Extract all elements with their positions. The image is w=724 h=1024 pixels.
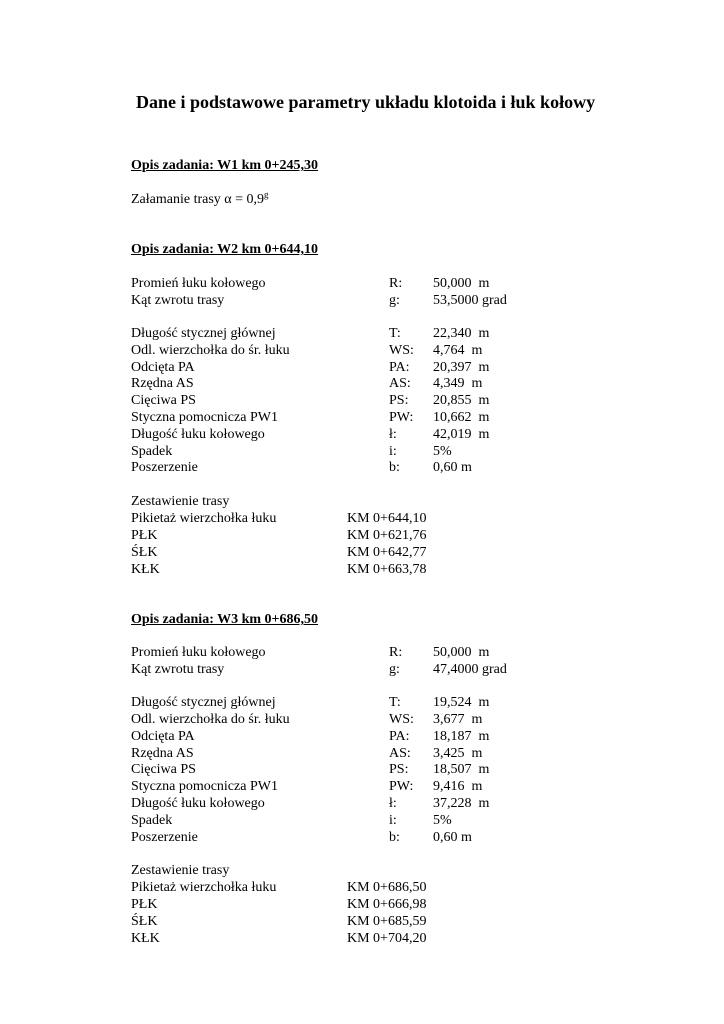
w2-param-value: 20,855 m: [433, 393, 490, 408]
w3-zestawienie-value: KM 0+666,98: [347, 897, 427, 912]
w2-zestawienie-label: KŁK: [131, 562, 160, 577]
w3-param-value: 0,60 m: [433, 830, 472, 845]
w3-param-value: 19,524 m: [433, 695, 490, 710]
w2-param-label: Odcięta PA: [131, 360, 195, 375]
w2-zestawienie-value: KM 0+621,76: [347, 528, 427, 543]
w3-param-symbol: AS:: [389, 746, 411, 761]
w2-zestawienie-title: Zestawienie trasy: [131, 494, 230, 509]
w3-zestawienie-value: KM 0+704,20: [347, 931, 427, 946]
w3-heading: Opis zadania: W3 km 0+686,50: [131, 612, 319, 627]
w3-param-symbol: PS:: [389, 762, 409, 777]
w2-zestawienie-value: KM 0+642,77: [347, 545, 427, 560]
w2-param-label: Promień łuku kołowego: [131, 276, 266, 291]
w2-param-label: Spadek: [131, 444, 173, 459]
w3-param-label: Spadek: [131, 813, 173, 828]
w2-param-symbol: ł:: [389, 427, 397, 442]
w2-param-value: 20,397 m: [433, 360, 490, 375]
w3-param-symbol: T:: [389, 695, 401, 710]
w3-param-value: 18,507 m: [433, 762, 490, 777]
w3-param-label: Długość stycznej głównej: [131, 695, 276, 710]
w2-zestawienie-label: Pikietaż wierzchołka łuku: [131, 511, 277, 526]
w3-param-label: Cięciwa PS: [131, 762, 196, 777]
w2-param-value: 4,349 m: [433, 376, 483, 391]
w2-param-label: Rzędna AS: [131, 376, 194, 391]
w2-zestawienie-label: ŚŁK: [131, 545, 158, 560]
w1-heading: Opis zadania: W1 km 0+245,30: [131, 158, 319, 173]
w1-break-angle-text: Załamanie trasy α = 0,9: [131, 192, 265, 207]
w3-zestawienie-value: KM 0+686,50: [347, 880, 427, 895]
w3-param-label: Odcięta PA: [131, 729, 195, 744]
w3-param-symbol: WS:: [389, 712, 414, 727]
w2-param-label: Kąt zwrotu trasy: [131, 293, 225, 308]
w2-param-label: Poszerzenie: [131, 460, 198, 475]
w3-param-symbol: i:: [389, 813, 397, 828]
w3-param-symbol: PW:: [389, 779, 414, 794]
w2-param-symbol: i:: [389, 444, 397, 459]
w2-param-symbol: T:: [389, 326, 401, 341]
w3-param-symbol: b:: [389, 830, 400, 845]
w3-param-label: Promień łuku kołowego: [131, 645, 266, 660]
w2-zestawienie-value: KM 0+663,78: [347, 562, 427, 577]
w3-param-value: 5%: [433, 813, 452, 828]
w2-param-value: 4,764 m: [433, 343, 483, 358]
w3-param-value: 3,677 m: [433, 712, 483, 727]
w3-param-symbol: R:: [389, 645, 403, 660]
w3-param-value: 9,416 m: [433, 779, 483, 794]
w3-param-value: 47,4000 grad: [433, 662, 507, 677]
w2-param-value: 53,5000 grad: [433, 293, 507, 308]
w2-zestawienie-value: KM 0+644,10: [347, 511, 427, 526]
w3-param-label: Długość łuku kołowego: [131, 796, 265, 811]
w3-param-label: Rzędna AS: [131, 746, 194, 761]
w3-param-label: Odl. wierzchołka do śr. łuku: [131, 712, 290, 727]
w3-param-symbol: PA:: [389, 729, 410, 744]
w2-param-value: 10,662 m: [433, 410, 490, 425]
w3-zestawienie-value: KM 0+685,59: [347, 914, 427, 929]
w3-param-label: Kąt zwrotu trasy: [131, 662, 225, 677]
w3-param-value: 18,187 m: [433, 729, 490, 744]
w2-param-symbol: WS:: [389, 343, 414, 358]
w2-param-symbol: PW:: [389, 410, 414, 425]
w3-zestawienie-label: KŁK: [131, 931, 160, 946]
w2-param-label: Odl. wierzchołka do śr. łuku: [131, 343, 290, 358]
w2-param-symbol: AS:: [389, 376, 411, 391]
w3-param-label: Styczna pomocnicza PW1: [131, 779, 278, 794]
w3-param-value: 3,425 m: [433, 746, 483, 761]
w2-param-value: 5%: [433, 444, 452, 459]
w3-param-symbol: ł:: [389, 796, 397, 811]
w2-param-value: 50,000 m: [433, 276, 490, 291]
w3-param-value: 50,000 m: [433, 645, 490, 660]
w2-param-value: 0,60 m: [433, 460, 472, 475]
w2-heading: Opis zadania: W2 km 0+644,10: [131, 242, 319, 257]
w2-param-label: Długość stycznej głównej: [131, 326, 276, 341]
w1-break-angle: [131, 191, 269, 208]
w3-param-symbol: g:: [389, 662, 400, 677]
w3-zestawienie-label: PŁK: [131, 897, 158, 912]
w3-param-value: 37,228 m: [433, 796, 490, 811]
w2-param-symbol: g:: [389, 293, 400, 308]
w3-param-label: Poszerzenie: [131, 830, 198, 845]
w2-param-value: 22,340 m: [433, 326, 490, 341]
w1-break-angle-unit: g: [264, 189, 269, 200]
document-title: Dane i podstawowe parametry układu klotoida i łuk kołowy: [136, 92, 596, 112]
w2-param-symbol: PA:: [389, 360, 410, 375]
w3-zestawienie-label: ŚŁK: [131, 914, 158, 929]
w2-param-symbol: b:: [389, 460, 400, 475]
w2-param-label: Długość łuku kołowego: [131, 427, 265, 442]
w3-zestawienie-label: Pikietaż wierzchołka łuku: [131, 880, 277, 895]
w2-param-label: Styczna pomocnicza PW1: [131, 410, 278, 425]
w2-param-value: 42,019 m: [433, 427, 490, 442]
w2-param-symbol: R:: [389, 276, 403, 291]
w2-zestawienie-label: PŁK: [131, 528, 158, 543]
w3-zestawienie-title: Zestawienie trasy: [131, 863, 230, 878]
w2-param-symbol: PS:: [389, 393, 409, 408]
w2-param-label: Cięciwa PS: [131, 393, 196, 408]
